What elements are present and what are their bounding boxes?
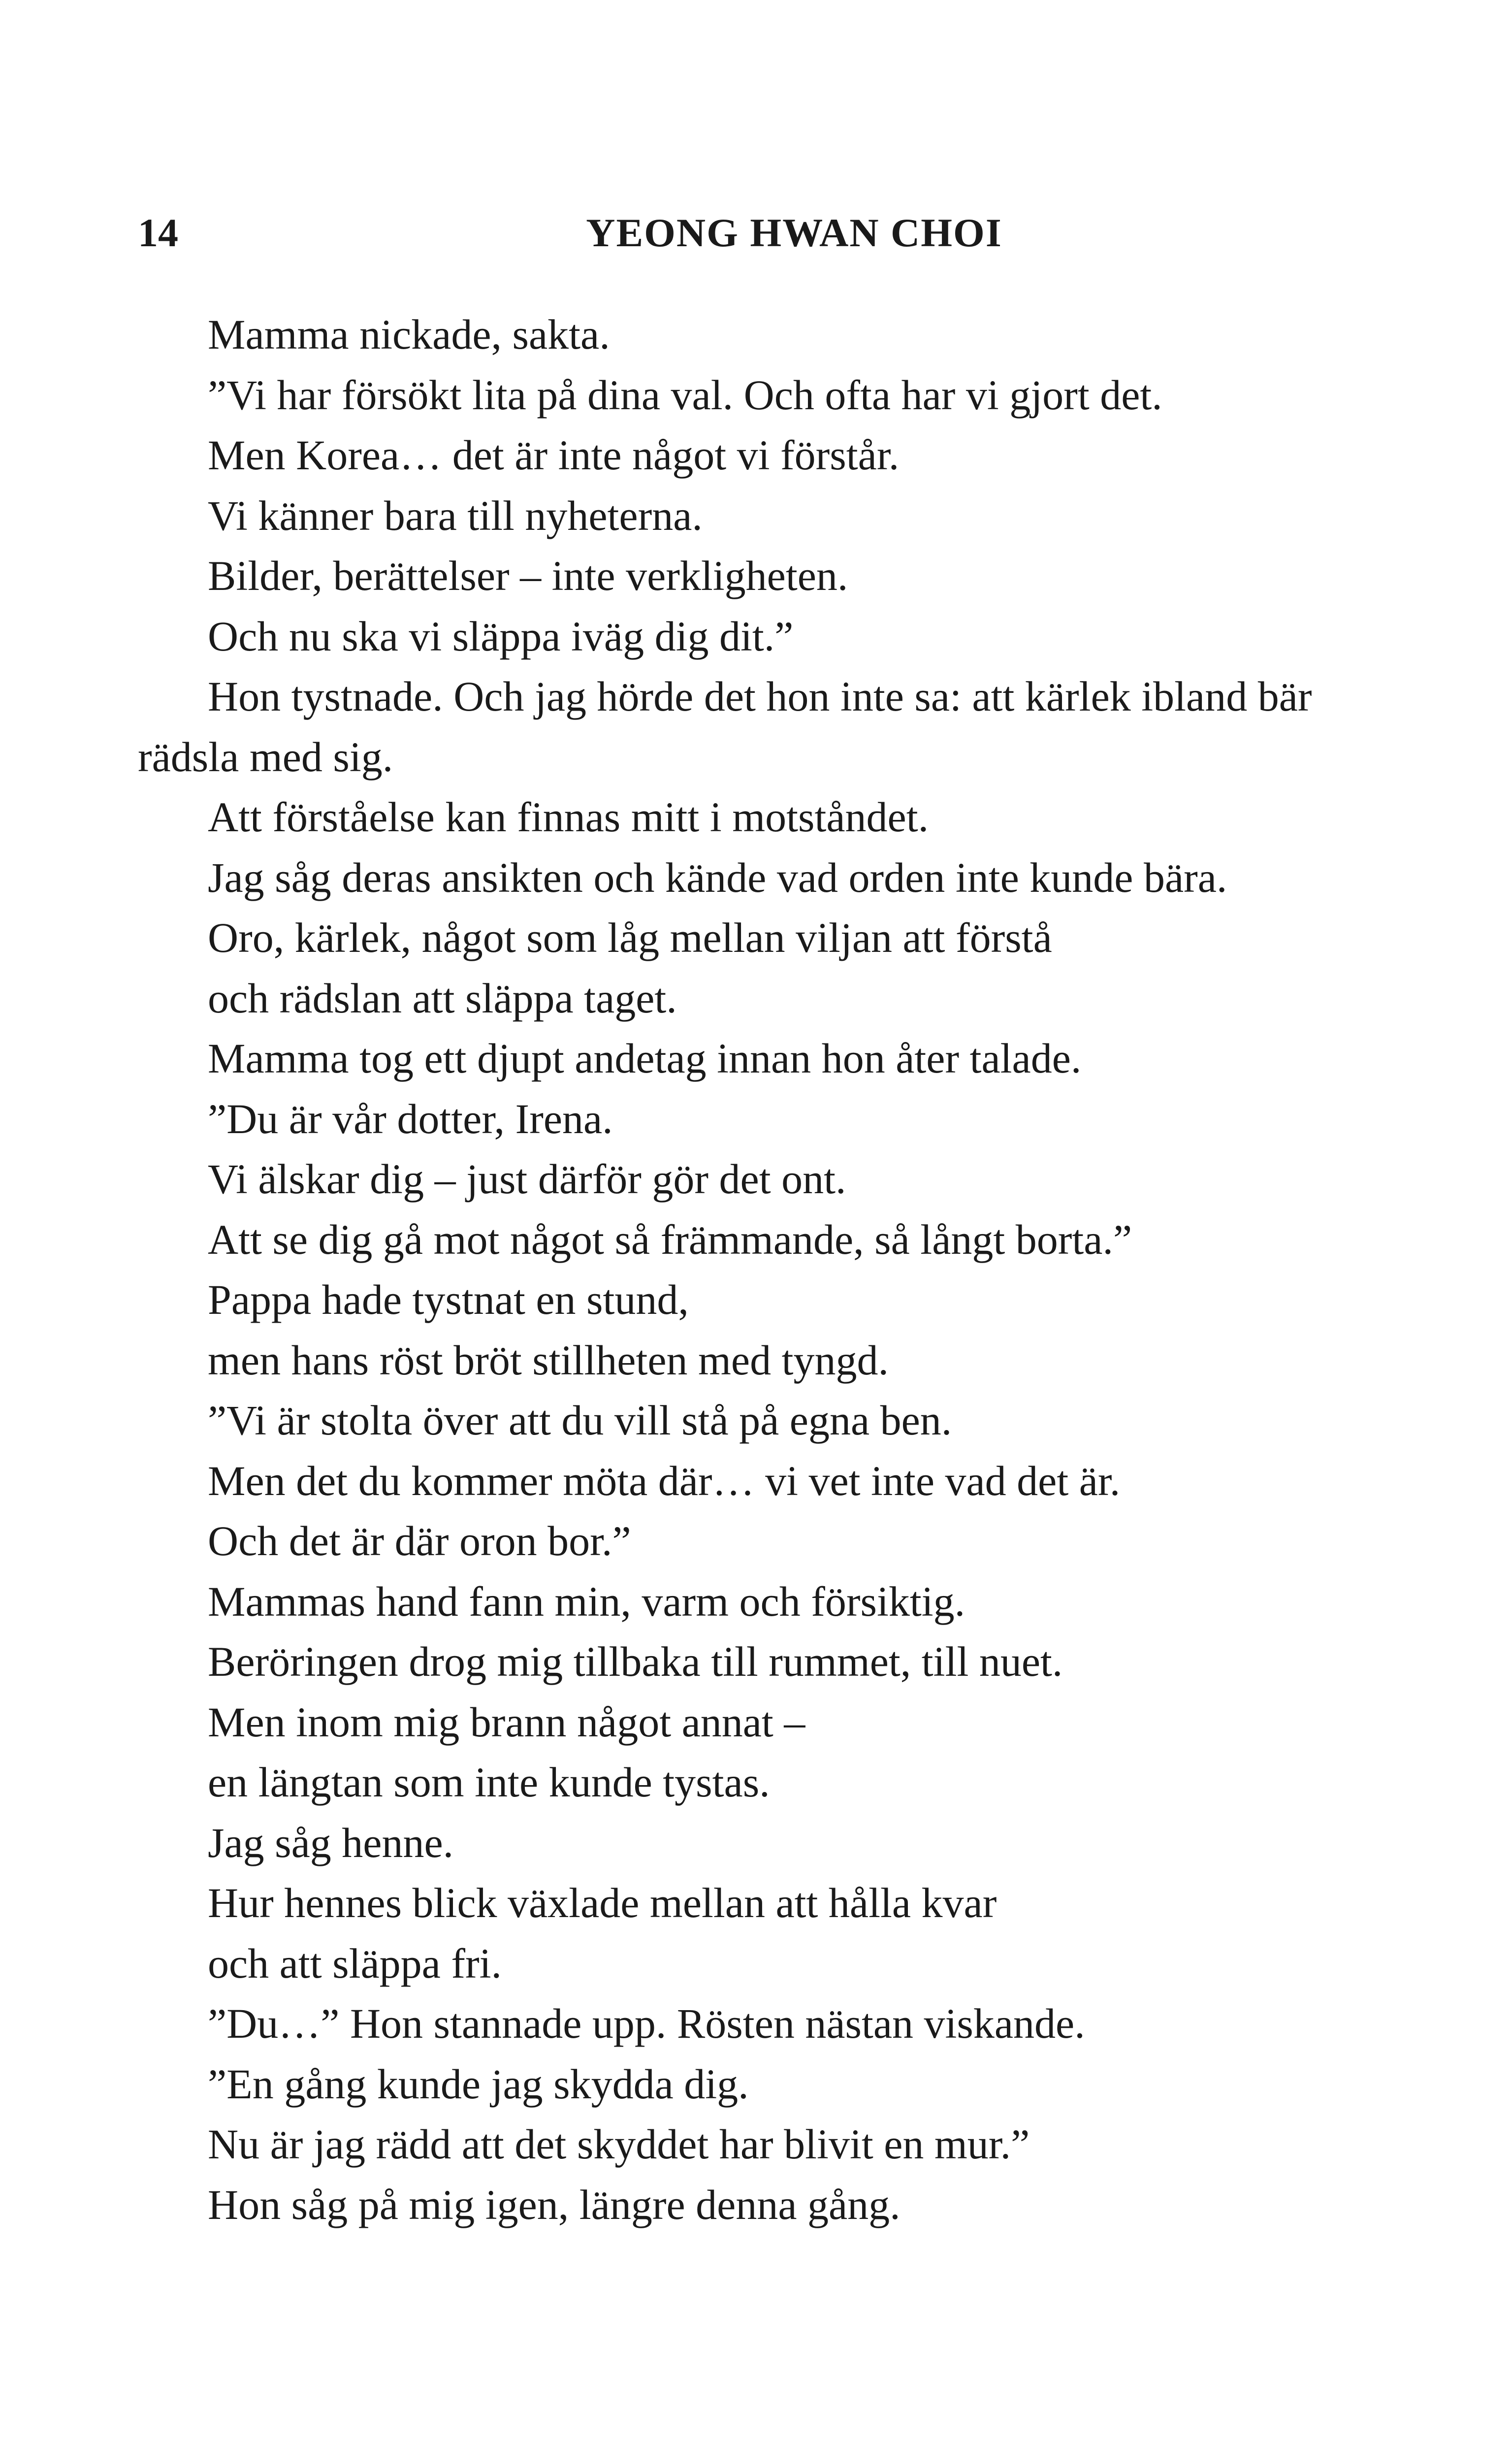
- text-line: och att släppa fri.: [208, 1939, 502, 1987]
- text-line: Hon tystnade. Och jag hörde det hon inte sa: att kärlek ibland bär: [208, 673, 1312, 720]
- text-line: en längtan som inte kunde tystas.: [208, 1759, 770, 1806]
- text-line: ”Du…” Hon stannade upp. Rösten nästan viskande.: [208, 2000, 1085, 2047]
- body-text: [138, 304, 1450, 2235]
- text-line: Vi känner bara till nyheterna.: [208, 491, 703, 539]
- text-line: och rädslan att släppa taget.: [208, 974, 677, 1022]
- text-line: Jag såg deras ansikten och kände vad orden inte kunde bära.: [208, 853, 1227, 901]
- page-number: 14: [138, 210, 178, 255]
- text-line: Jag såg henne.: [208, 1819, 454, 1866]
- text-line: Hur hennes blick växlade mellan att hålla kvar: [208, 1879, 997, 1926]
- text-line: Mamma nickade, sakta.: [208, 311, 610, 358]
- text-line-continuation: rädsla med sig.: [138, 733, 393, 781]
- text-line: Men det du kommer möta där… vi vet inte vad det är.: [208, 1457, 1121, 1504]
- text-line: ”Vi är stolta över att du vill stå på egna ben.: [208, 1397, 952, 1444]
- text-line: Mamma tog ett djupt andetag innan hon åter talade.: [208, 1035, 1082, 1082]
- text-line: Och det är där oron bor.”: [208, 1517, 631, 1564]
- text-line: ”En gång kunde jag skydda dig.: [208, 2060, 749, 2108]
- text-line: men hans röst bröt stillheten med tyngd.: [208, 1336, 889, 1384]
- text-line: Men Korea… det är inte något vi förstår.: [208, 431, 900, 479]
- text-line: Beröringen drog mig tillbaka till rummet, till nuet.: [208, 1638, 1063, 1685]
- text-line: Mammas hand fann min, varm och försiktig.: [208, 1577, 965, 1625]
- running-head-author: YEONG HWAN CHOI: [586, 210, 1002, 255]
- text-line: Vi älskar dig – just därför gör det ont.: [208, 1155, 846, 1203]
- text-line: Bilder, berättelser – inte verkligheten.: [208, 552, 848, 599]
- running-head: [138, 206, 1450, 260]
- text-line: ”Du är vår dotter, Irena.: [208, 1095, 613, 1142]
- text-line: Att se dig gå mot något så främmande, så långt borta.”: [208, 1215, 1132, 1263]
- text-line: ”Vi har försökt lita på dina val. Och ofta har vi gjort det.: [208, 371, 1162, 419]
- text-line: Och nu ska vi släppa iväg dig dit.”: [208, 612, 794, 660]
- text-line: Hon såg på mig igen, längre denna gång.: [208, 2181, 901, 2228]
- text-line: Oro, kärlek, något som låg mellan viljan att förstå: [208, 914, 1052, 961]
- text-line: Nu är jag rädd att det skyddet har blivit en mur.”: [208, 2120, 1030, 2168]
- text-line: Pappa hade tystnat en stund,: [208, 1276, 689, 1323]
- text-line: Att förståelse kan finnas mitt i motståndet.: [208, 793, 929, 841]
- text-line: Men inom mig brann något annat –: [208, 1698, 805, 1746]
